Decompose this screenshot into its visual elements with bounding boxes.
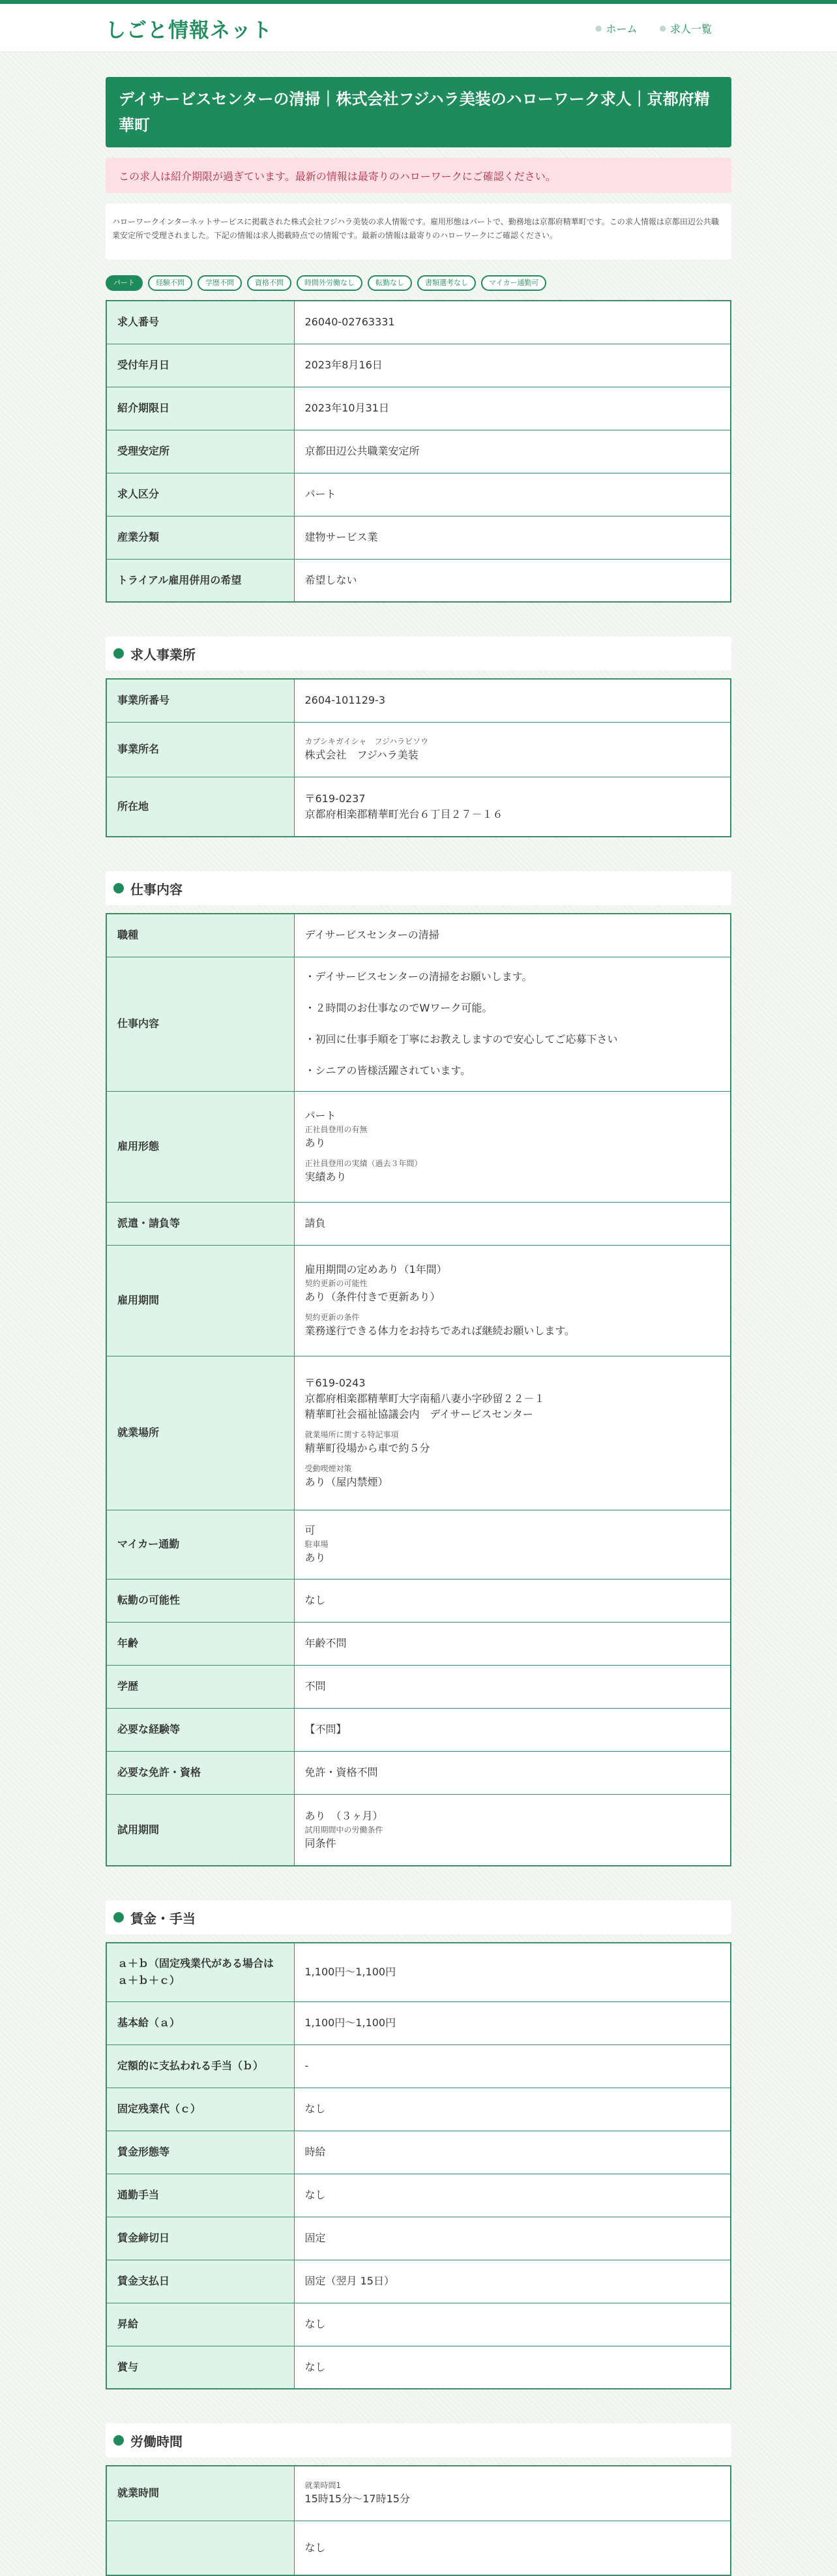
row-label: 派遣・請負等 [106,1202,294,1245]
nav-bullet-icon: ● [659,23,666,33]
feature-tag: 書類選考なし [417,275,476,291]
row-label: 雇用期間 [106,1245,294,1356]
wage-table [106,1942,731,2389]
row-label: 受付年月日 [106,344,294,387]
nav-job-list-label: 求人一覧 [669,22,712,35]
sub-value: 精華町役場から車で約５分 [304,1442,430,1454]
table-row [106,1794,731,1866]
sub-label: 試用期間中の労働条件 [304,1825,383,1835]
feature-tag: パート [106,275,143,291]
section-title: 仕事内容 [130,881,183,897]
job-content-line: ・初回に仕事手順を丁寧にお教えしますので安心してご応募下さい [304,1033,618,1045]
table-row [106,722,731,777]
row-label: 昇給 [106,2303,294,2346]
table-row [106,2131,731,2174]
nav-home-label: ホーム [606,22,638,35]
sub-value: 同条件 [304,1836,336,1850]
table-row [106,1665,731,1708]
sub-label: 契約更新の可能性 [304,1279,368,1288]
car-value: 可 [304,1524,316,1536]
row-label: トライアル雇用併用の希望 [106,559,294,602]
row-value: なし [294,2088,731,2131]
job-content-line: ・２時間のお仕事なのでWワーク可能。 [304,1002,493,1014]
row-label: 職種 [106,914,294,957]
table-row [106,1356,731,1510]
table-row [106,1751,731,1794]
job-content-line: ・デイサービスセンターの清掃をお願いします。 [304,970,533,983]
sub-value: あり [304,1137,326,1149]
row-label: ａ＋ｂ（固定残業代がある場合はａ＋ｂ＋ｃ） [106,1943,294,2001]
row-value: 1,100円〜1,100円 [294,2001,731,2044]
sub-label: 就業場所に関する特記事項 [304,1430,399,1439]
feature-tag: 転勤なし [368,275,412,291]
table-row [106,2217,731,2260]
row-label: 固定残業代（ｃ） [106,2088,294,2131]
sub-label: 駐車場 [304,1540,329,1549]
table-row [106,1510,731,1579]
job-content-line: ・シニアの皆様活躍されています。 [304,1064,471,1077]
row-value: なし [294,2303,731,2346]
sub-value: 業務遂行できる体力をお持ちであれば継続お願いします。 [304,1325,576,1337]
section-heading-hours [106,2423,731,2457]
trial-period-cell [294,1794,731,1866]
site-logo[interactable]: しごと情報ネット [106,18,272,42]
sub-label: 正社員登用の実績（過去３年間） [304,1159,422,1168]
row-label: 年齢 [106,1622,294,1665]
table-row [106,387,731,430]
job-content-cell [294,957,731,1091]
table-row [106,344,731,387]
section-title: 労働時間 [130,2433,183,2449]
table-row [106,1245,731,1356]
employment-period-cell [294,1245,731,1356]
row-label: 所在地 [106,777,294,837]
main-content [106,77,731,2576]
work-place-cell [294,1356,731,1510]
sub-value: 実績あり [304,1171,347,1183]
work-simple-rows [106,1579,731,1794]
basic-info-table [106,300,731,603]
row-label: 転勤の可能性 [106,1579,294,1622]
row-label: 賃金支払日 [106,2260,294,2303]
row-value: 免許・資格不問 [294,1751,731,1794]
row-label: 産業分類 [106,516,294,559]
row-value: - [294,2044,731,2088]
office-zip: 〒619-0237 [304,792,366,805]
table-row [106,473,731,516]
table-row [106,2346,731,2389]
row-label: 賃金形態等 [106,2131,294,2174]
sub-label: 受動喫煙対策 [304,1464,352,1473]
row-label: 通勤手当 [106,2174,294,2217]
row-label: 雇用形態 [106,1091,294,1202]
section-title: 賃金・手当 [130,1910,196,1926]
row-value: 固定 [294,2217,731,2260]
place-facility: 精華町社会福祉協議会内 デイサービスセンター [304,1408,533,1420]
section-bullet-icon [113,2435,124,2446]
row-value: 時給 [294,2131,731,2174]
table-row [106,957,731,1091]
table-row [106,1579,731,1622]
sub-label: 就業時間1 [304,2481,342,2491]
work-hours-value: 15時15分〜17時15分 [304,2493,410,2506]
employment-cell [294,1091,731,1202]
hours-table [106,2465,731,2576]
table-row [106,1943,731,2001]
row-value: パート [294,473,731,516]
office-name-kana: カブシキガイシャ フジハラビソウ [304,737,429,746]
table-row [106,1091,731,1202]
place-address: 京都府相楽郡精華町大字南稲八妻小字砂留２２－１ [304,1392,545,1405]
table-row [106,914,731,957]
table-row [106,301,731,344]
feature-tag: 資格不問 [247,275,291,291]
row-value: 1,100円〜1,100円 [294,1943,731,2001]
table-row [106,777,731,837]
row-label: マイカー通勤 [106,1510,294,1579]
row-label: 紹介期限日 [106,387,294,430]
sub-label: 契約更新の条件 [304,1313,360,1322]
sub-label: 正社員登用の有無 [304,1125,368,1134]
office-table [106,678,731,837]
row-label: 求人区分 [106,473,294,516]
office-address-cell [294,777,731,837]
row-value: 26040-02763331 [294,301,731,344]
row-value: 希望しない [294,559,731,602]
row-label: 事業所番号 [106,679,294,722]
row-value: なし [294,2174,731,2217]
work-table [106,913,731,1866]
row-label: 必要な経験等 [106,1708,294,1751]
office-number-value: 2604-101129-3 [294,679,731,722]
section-title: 求人事業所 [130,646,196,663]
table-row [106,559,731,602]
section-bullet-icon [113,1912,124,1923]
row-value: 2023年8月16日 [294,344,731,387]
table-row [106,516,731,559]
table-row [106,2260,731,2303]
table-row [106,2001,731,2044]
job-type-value: デイサービスセンターの清掃 [294,914,731,957]
nav-job-list-link[interactable] [660,21,712,36]
office-name-cell [294,722,731,777]
nav-bullet-icon: ● [595,23,602,33]
row-label: 賃金締切日 [106,2217,294,2260]
row-label [106,2521,294,2575]
row-label: 就業時間 [106,2466,294,2521]
section-bullet-icon [113,648,124,659]
row-value: なし [294,1579,731,1622]
row-label: 求人番号 [106,301,294,344]
row-label: 基本給（ａ） [106,2001,294,2044]
row-value: 年齢不問 [294,1622,731,1665]
table-row [106,2466,731,2521]
row-label: 試用期間 [106,1794,294,1866]
work-hours-cell [294,2466,731,2521]
car-commute-cell [294,1510,731,1579]
main-nav [595,21,731,36]
feature-tags [106,275,731,291]
employment-type: パート [304,1109,336,1122]
section-heading-work [106,871,731,905]
row-label: 必要な免許・資格 [106,1751,294,1794]
office-name-value: 株式会社 フジハラ美装 [304,749,419,761]
sub-value: あり [304,1551,326,1564]
table-row [106,1622,731,1665]
period-value: 雇用期間の定めあり（1年間） [304,1263,447,1276]
row-value: 2023年10月31日 [294,387,731,430]
row-label: 受理安定所 [106,430,294,473]
row-label: 事業所名 [106,722,294,777]
nav-home-link[interactable] [595,21,638,36]
overtime-value: なし [294,2521,731,2575]
feature-tag: 時間外労働なし [297,275,362,291]
table-row [106,430,731,473]
page-title: デイサービスセンターの清掃｜株式会社フジハラ美装のハローワーク求人｜京都府精華町 [106,77,731,147]
table-row [106,2521,731,2575]
row-value: 建物サービス業 [294,516,731,559]
expired-alert: この求人は紹介期限が過ぎています。最新の情報は最寄りのハローワークにご確認ください。 [106,158,731,193]
table-row [106,2044,731,2088]
dispatch-value: 請負 [294,1202,731,1245]
table-row [106,2174,731,2217]
table-row [106,2303,731,2346]
row-label: 学歴 [106,1665,294,1708]
trial-value: あり （３ヶ月） [304,1809,383,1822]
intro-text: ハローワークインターネットサービスに掲載された株式会社フジハラ美装の求人情報です。雇用形態はパートで、勤務地は京都府精華町です。この求人情報は京都田辺公共職業安定所で受理されました。下記の情報は求人掲載時点での情報です。最新の情報は最寄りのハローワークにご確認ください。 [106,203,731,260]
feature-tag: マイカー通勤可 [481,275,546,291]
section-bullet-icon [113,883,124,893]
sub-value: あり（屋内禁煙） [304,1476,389,1488]
row-label: 定額的に支払われる手当（ｂ） [106,2044,294,2088]
office-address: 京都府相楽郡精華町光台６丁目２７－１６ [304,807,503,820]
row-value: 【不問】 [294,1708,731,1751]
feature-tag: 経験不問 [148,275,192,291]
site-header [0,4,837,52]
table-row [106,679,731,722]
place-zip: 〒619-0243 [304,1377,366,1389]
row-value: なし [294,2346,731,2389]
row-value: 京都田辺公共職業安定所 [294,430,731,473]
row-value: 不問 [294,1665,731,1708]
table-row [106,1202,731,1245]
table-row [106,1708,731,1751]
row-label: 賞与 [106,2346,294,2389]
section-heading-wage [106,1900,731,1934]
row-value: 固定（翌月 15日） [294,2260,731,2303]
section-heading-office [106,637,731,670]
row-label: 仕事内容 [106,957,294,1091]
feature-tag: 学歴不問 [198,275,242,291]
row-label: 就業場所 [106,1356,294,1510]
sub-value: あり（条件付きで更新あり） [304,1291,441,1303]
table-row [106,2088,731,2131]
